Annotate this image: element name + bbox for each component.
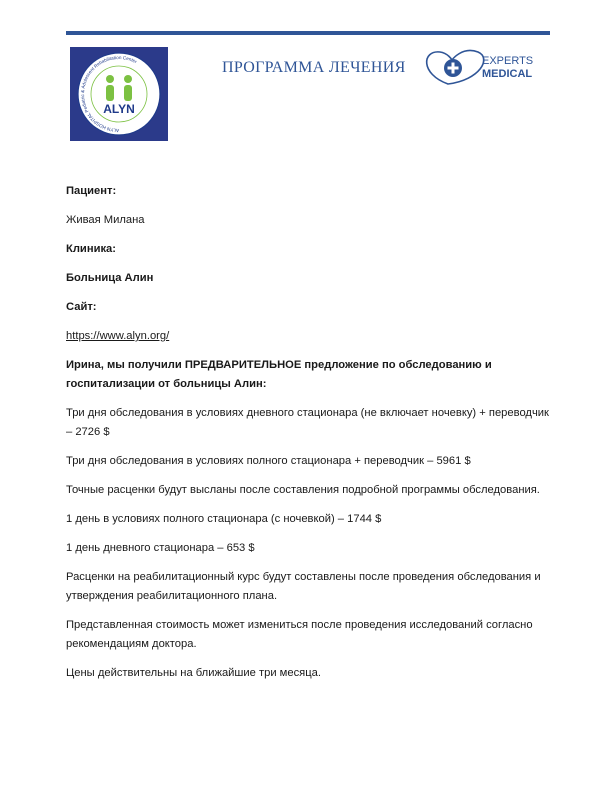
clinic-label: Клиника:: [66, 243, 116, 255]
logo-letters: ALYN: [103, 102, 135, 116]
header-rule: [66, 31, 550, 35]
logo-medical-text: MEDICAL: [482, 68, 533, 80]
alyn-logo: [70, 47, 168, 141]
site-link[interactable]: https://www.alyn.org/: [66, 330, 170, 342]
site-label: Сайт:: [66, 301, 97, 313]
offer-item: Цены действительны на ближайшие три месяца.: [66, 667, 321, 679]
logo-ring-text: ALYN HOSPITAL Pediatric & Adolescent Rehabilitation Center: [80, 54, 138, 134]
intro-text: Ирина, мы получили ПРЕДВАРИТЕЛЬНОЕ предложение по обследованию и госпитализации от больницы Алин:: [66, 359, 492, 390]
offer-item: Расценки на реабилитационный курс будут составлены после проведения обследования и утверждения реабилитационного плана.: [66, 571, 541, 602]
experts-medical-logo: [418, 44, 538, 92]
offer-item: Представленная стоимость может измениться после проведения исследований согласно рекомендациям доктора.: [66, 619, 533, 650]
document-body: [66, 182, 556, 693]
offer-item: 1 день дневного стационара – 653 $: [66, 542, 255, 554]
logo-experts-text: EXPERTS: [482, 55, 534, 67]
offer-item: Три дня обследования в условиях дневного стационара (не включает ночевку) + переводчик – 2726 $: [66, 407, 549, 438]
clinic-name: Больница Алин: [66, 272, 154, 284]
offer-item: Точные расценки будут высланы после составления подробной программы обследования.: [66, 484, 540, 496]
patient-label: Пациент:: [66, 185, 117, 197]
document-title: ПРОГРАММА ЛЕЧЕНИЯ: [222, 59, 406, 76]
patient-name: Живая Милана: [66, 214, 145, 226]
offer-item: 1 день в условиях полного стационара (с ночевкой) – 1744 $: [66, 513, 382, 525]
offer-item: Три дня обследования в условиях полного стационара + переводчик – 5961 $: [66, 455, 471, 467]
